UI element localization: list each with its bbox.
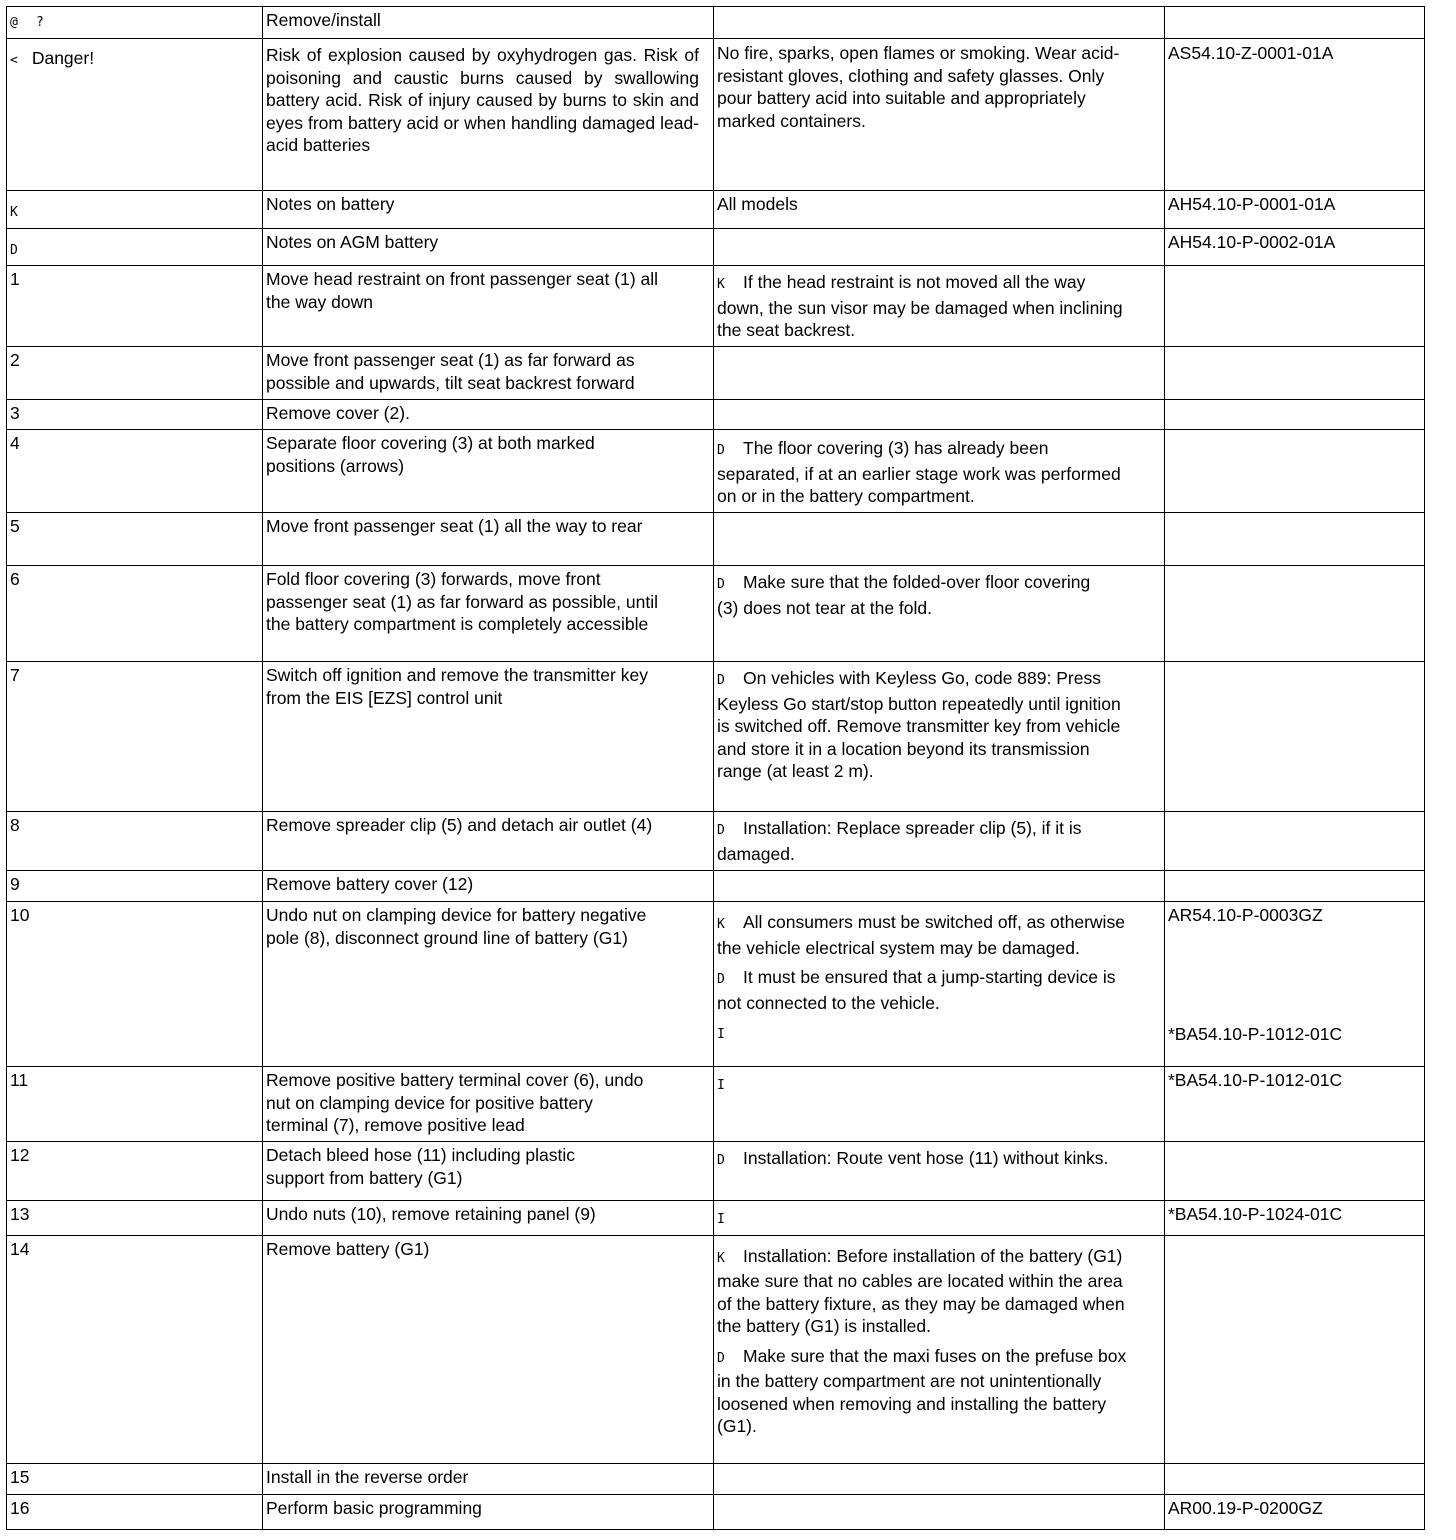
step-text: Remove positive battery terminal cover (6), undo nut on clamping device for positive battery terminal (7), remove positive lead <box>263 1067 714 1142</box>
note-icon: D <box>717 443 725 458</box>
danger-ref <box>1165 39 1425 191</box>
step-ref <box>1165 400 1425 430</box>
danger-label: Danger! <box>31 48 95 68</box>
step-ref-link: AR00.19-P-0200GZ <box>1168 1497 1323 1518</box>
procedure-table <box>6 6 1425 1530</box>
info-icon: I <box>717 1212 725 1227</box>
note-icon: K <box>717 917 725 932</box>
step-text: Install in the reverse order <box>263 1463 714 1494</box>
step-row <box>7 566 1425 662</box>
step-ref <box>1165 266 1425 347</box>
step-notes <box>714 902 1165 1067</box>
step-notes <box>714 400 1165 430</box>
step-number: 16 <box>7 1494 263 1529</box>
danger-risk-text: Risk of explosion caused by oxyhydrogen gas. Risk of poisoning and caustic burns caused by swallowing battery acid. Risk of injury caused by burns to skin and eyes from battery acid or when handling damaged lead-acid batteries <box>266 45 699 155</box>
step-ref <box>1165 1494 1425 1529</box>
step-row <box>7 1463 1425 1494</box>
step-text: Remove battery (G1) <box>263 1235 714 1463</box>
note-icon: D <box>10 242 18 258</box>
danger-measures-text: No fire, sparks, open flames or smoking. Wear acid-resistant gloves, clothing and safety glasses. Only pour battery acid into suitable and appropriately marked containers. <box>717 43 1120 131</box>
step-note-text: The floor covering (3) has already been separated, if at an earlier stage work was performed on or in the battery compartment. <box>717 438 1121 506</box>
step-row <box>7 430 1425 513</box>
step-notes <box>714 812 1165 871</box>
step-row <box>7 400 1425 430</box>
step-note-text: Installation: Before installation of the battery (G1) make sure that no cables are located within the area of the battery fixture, as they may be damaged when the battery (G1) is installed. <box>717 1245 1125 1336</box>
note-row <box>7 228 1425 266</box>
step-notes <box>714 1235 1165 1463</box>
step-number: 13 <box>7 1201 263 1236</box>
danger-risk <box>263 39 714 191</box>
step-row <box>7 1201 1425 1236</box>
step-number: 2 <box>7 347 263 400</box>
step-number: 15 <box>7 1463 263 1494</box>
step-note-text: Installation: Route vent hose (11) without kinks. <box>743 1148 1109 1168</box>
step-row <box>7 1067 1425 1142</box>
note-ref: AH54.10-P-0001-01A <box>1165 191 1425 229</box>
step-number: 7 <box>7 662 263 812</box>
step-row <box>7 902 1425 1067</box>
step-text: Undo nuts (10), remove retaining panel (9) <box>263 1201 714 1236</box>
step-text: Separate floor covering (3) at both marked positions (arrows) <box>263 430 714 513</box>
step-number: 10 <box>7 902 263 1067</box>
step-row <box>7 1235 1425 1463</box>
step-notes <box>714 1463 1165 1494</box>
step-ref-link: AR54.10-P-0003GZ <box>1168 905 1323 925</box>
danger-ref-link: AS54.10-Z-0001-01A <box>1168 43 1334 63</box>
step-ref <box>1165 430 1425 513</box>
step-ref <box>1165 347 1425 400</box>
note-icon: D <box>717 577 725 592</box>
step-text: Detach bleed hose (11) including plastic support from battery (G1) <box>263 1142 714 1201</box>
step-text: Fold floor covering (3) forwards, move front passenger seat (1) as far forward as possible, until the battery compartment is completely accessible <box>263 566 714 662</box>
step-row <box>7 812 1425 871</box>
step-notes <box>714 347 1165 400</box>
step-notes <box>714 266 1165 347</box>
step-row <box>7 513 1425 566</box>
step-text: Move head restraint on front passenger seat (1) all the way down <box>263 266 714 347</box>
step-number: 1 <box>7 266 263 347</box>
info-icon: I <box>717 1027 725 1042</box>
step-notes <box>714 1067 1165 1142</box>
step-ref <box>1165 513 1425 566</box>
step-ref <box>1165 1067 1425 1142</box>
danger-measures <box>714 39 1165 191</box>
step-number: 12 <box>7 1142 263 1201</box>
step-ref <box>1165 662 1425 812</box>
note-icon: D <box>717 673 725 688</box>
step-ref <box>1165 566 1425 662</box>
step-note <box>717 1345 1134 1438</box>
step-row <box>7 871 1425 902</box>
note-icon: D <box>717 1350 725 1366</box>
note-info <box>714 228 1165 266</box>
step-number: 11 <box>7 1067 263 1142</box>
step-ref <box>1165 1463 1425 1494</box>
note-title: Notes on AGM battery <box>263 228 714 266</box>
step-row <box>7 662 1425 812</box>
step-row <box>7 1494 1425 1529</box>
step-number: 6 <box>7 566 263 662</box>
step-text: Move front passenger seat (1) all the way to rear <box>263 513 714 566</box>
header-row <box>7 7 1425 39</box>
step-row <box>7 266 1425 347</box>
step-note-text: It must be ensured that a jump-starting device is not connected to the vehicle. <box>717 967 1116 1013</box>
step-number: 5 <box>7 513 263 566</box>
step-text: Remove spreader clip (5) and detach air outlet (4) <box>263 812 714 871</box>
note-icon: K <box>10 205 18 220</box>
step-note <box>717 1021 1134 1047</box>
step-ref <box>1165 1201 1425 1236</box>
step-ref-link: *BA54.10-P-1012-01C <box>1168 1023 1343 1044</box>
step-row <box>7 347 1425 400</box>
help-symbol: ? <box>36 15 44 30</box>
step-text: Switch off ignition and remove the transmitter key from the EIS [EZS] control unit <box>263 662 714 812</box>
danger-row <box>7 39 1425 191</box>
note-symbol <box>7 191 263 229</box>
note-icon: D <box>717 972 725 987</box>
step-note-text: If the head restraint is not moved all the way down, the sun visor may be damaged when inclining the seat backrest. <box>717 272 1123 340</box>
step-number: 9 <box>7 871 263 902</box>
step-notes <box>714 1201 1165 1236</box>
step-text: Remove battery cover (12) <box>263 871 714 902</box>
tool-symbol: @ <box>10 15 18 30</box>
step-row <box>7 1142 1425 1201</box>
step-notes <box>714 1142 1165 1201</box>
info-icon: I <box>717 1078 725 1093</box>
note-icon: D <box>717 823 725 838</box>
header-symbols-cell <box>7 7 263 39</box>
step-notes <box>714 871 1165 902</box>
step-notes <box>714 662 1165 812</box>
step-note <box>717 911 1134 959</box>
step-ref <box>1165 812 1425 871</box>
step-note-text: Make sure that the maxi fuses on the prefuse box in the battery compartment are not unintentionally loosened when removing and installing the battery (G1). <box>717 1345 1127 1436</box>
step-ref <box>1165 1142 1425 1201</box>
note-symbol <box>7 228 263 266</box>
step-ref <box>1165 871 1425 902</box>
step-number: 3 <box>7 400 263 430</box>
note-info: All models <box>714 191 1165 229</box>
step-note-text: Installation: Replace spreader clip (5), if it is damaged. <box>717 818 1082 864</box>
step-number: 4 <box>7 430 263 513</box>
step-text: Undo nut on clamping device for battery negative pole (8), disconnect ground line of battery (G1) <box>263 902 714 1067</box>
step-notes <box>714 1494 1165 1529</box>
note-icon: K <box>717 277 725 292</box>
step-number: 14 <box>7 1235 263 1463</box>
step-notes <box>714 513 1165 566</box>
step-number: 8 <box>7 812 263 871</box>
step-notes <box>714 430 1165 513</box>
step-note <box>717 966 1134 1014</box>
header-empty-cell <box>714 7 1165 39</box>
step-ref <box>1165 1235 1425 1463</box>
step-text: Remove cover (2). <box>263 400 714 430</box>
note-icon: D <box>717 1153 725 1168</box>
step-text: Move front passenger seat (1) as far forward as possible and upwards, tilt seat backrest forward <box>263 347 714 400</box>
header-title: Remove/install <box>263 7 714 39</box>
note-row <box>7 191 1425 229</box>
step-note-text: On vehicles with Keyless Go, code 889: Press Keyless Go start/stop button repeatedly until ignition is switched off. Remove transmitter key from vehicle and store it in a location beyond its transmission range (at least 2 m). <box>717 668 1121 781</box>
note-icon: K <box>717 1250 725 1266</box>
header-empty-ref <box>1165 7 1425 39</box>
step-note-text: Make sure that the folded-over floor covering (3) does not tear at the fold. <box>717 572 1091 618</box>
step-ref-link: *BA54.10-P-1024-01C <box>1168 1204 1343 1224</box>
step-notes <box>714 566 1165 662</box>
note-title: Notes on battery <box>263 191 714 229</box>
step-ref-link: *BA54.10-P-1012-01C <box>1168 1070 1343 1090</box>
step-ref <box>1165 902 1425 1067</box>
step-note-text: All consumers must be switched off, as otherwise the vehicle electrical system may be damaged. <box>717 912 1125 958</box>
step-text: Perform basic programming <box>263 1494 714 1529</box>
warning-icon: < <box>10 53 18 68</box>
danger-label-cell <box>7 39 263 191</box>
note-ref: AH54.10-P-0002-01A <box>1165 228 1425 266</box>
step-note <box>717 1245 1134 1338</box>
